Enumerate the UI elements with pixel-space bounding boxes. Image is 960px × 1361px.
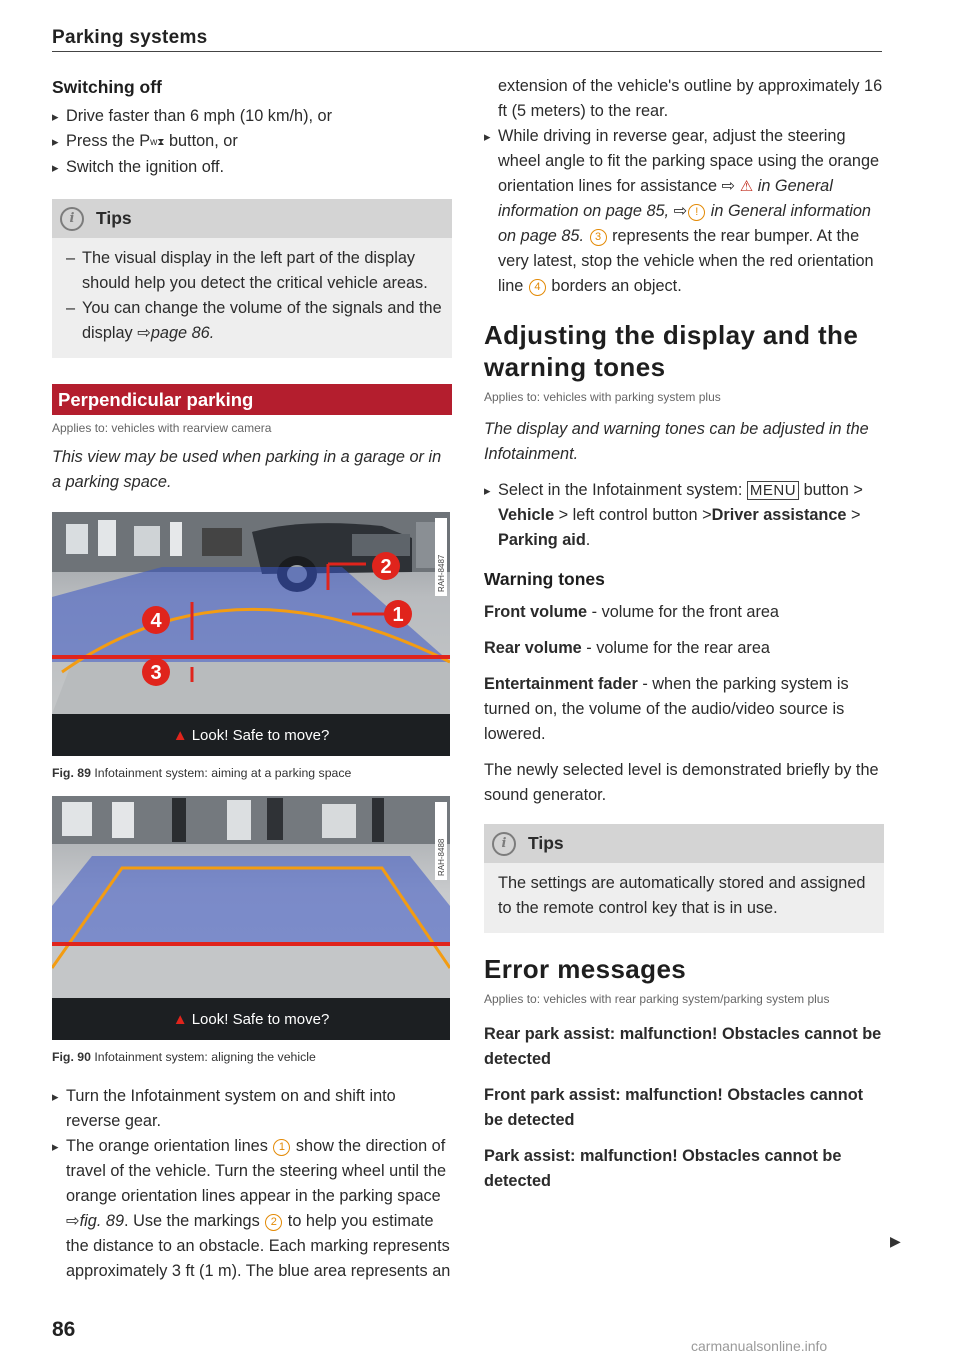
marker-2 (372, 552, 400, 580)
text: Select in the Infotainment system: (498, 481, 747, 499)
figure-90-caption (52, 1048, 452, 1066)
text: While driving in reverse gear, adjust the steering wheel angle to fit the parking space using the orange orientation lines for assistance (498, 127, 880, 195)
rear-volume-desc (484, 636, 884, 661)
step-select-menu (484, 478, 884, 553)
arrow-right-icon: ⇨ (721, 177, 736, 195)
marker-3 (142, 658, 170, 686)
right-column (484, 74, 884, 1194)
error-message-1: Rear park assist: malfunction! Obstacles cannot be detected (484, 1025, 882, 1068)
warning-triangle-icon: ▲ (172, 727, 192, 744)
figure-code: RAH-8488 (437, 838, 446, 876)
marker-1-label: 1 (392, 604, 404, 626)
tips-header (484, 824, 884, 863)
marker-1-ref: 1 (273, 1139, 290, 1156)
label: Entertainment fader (484, 675, 638, 693)
ref-link[interactable]: in General information on page 85, (498, 177, 833, 220)
text: The orange orientation lines (66, 1137, 273, 1155)
marker-4-ref: 4 (529, 279, 546, 296)
tip-text: You can change the volume of the signals and the display (82, 299, 442, 342)
tip-text: The settings are automatically stored and assigned to the remote control key that is in use. (498, 874, 866, 917)
text: > (846, 506, 861, 524)
camera-banner (173, 1011, 330, 1028)
tips-body (52, 238, 452, 358)
arrow-right-icon: ⇨ (66, 1212, 80, 1230)
tips-body (484, 863, 884, 933)
step-2-suffix: button, or (164, 132, 238, 150)
fig-label: Fig. 89 (52, 766, 91, 780)
tips-title: Tips (528, 833, 564, 853)
banner-text: Look! Safe to move? (191, 727, 330, 744)
arrow-right-icon: ⇨ (673, 202, 688, 220)
arrow-right-icon: ⇨ (137, 324, 151, 342)
fig-caption-text: Infotainment system: aiming at a parking space (94, 766, 352, 780)
page-number: 86 (52, 1318, 76, 1341)
step-2-text: Press the P (66, 132, 151, 150)
menu-driver-assistance: Driver assistance (711, 506, 847, 524)
switching-off-heading: Switching off (52, 77, 162, 97)
text: - volume for the rear area (581, 639, 770, 657)
rearview-camera-image-89 (52, 512, 450, 756)
figure-89 (52, 512, 450, 756)
label: Front volume (484, 603, 588, 621)
text: represents the rear bumper. At the very latest, stop the vehicle when the red orientation line (498, 227, 874, 295)
figure-code: RAH-8487 (437, 554, 446, 592)
text: show the direction of travel of the vehicle. Turn the steering wheel until the orange orientation lines appear in the parking space (66, 1137, 447, 1205)
switch-off-step-2 (52, 129, 452, 155)
park-assist-button-icon: w⧗ (150, 137, 165, 148)
warning-triangle-icon: ⚠ (739, 178, 754, 195)
warning-tones-heading: Warning tones (484, 569, 605, 589)
lead-text: The display and warning tones can be adjusted in the Infotainment. (484, 420, 869, 463)
caution-circle-icon: ! (688, 204, 705, 221)
front-volume-desc (484, 600, 884, 625)
info-circle-icon: i (492, 832, 516, 856)
tips-title: Tips (96, 208, 132, 228)
banner-text: Look! Safe to move? (191, 1011, 330, 1028)
text: - volume for the front area (587, 603, 779, 621)
tip-item (60, 296, 444, 346)
tip-item: – The visual display in the left part of the display should help you detect the critical vehicle areas. (60, 246, 444, 296)
menu-key: MENU (747, 481, 799, 500)
menu-vehicle: Vehicle (498, 506, 555, 524)
marker-3-ref: 3 (590, 229, 607, 246)
perpendicular-parking-heading: Perpendicular parking (52, 384, 452, 415)
page-ref-link[interactable]: page 86. (150, 324, 215, 342)
text: to help you estimate the distance to an obstacle. Each marking represents approximately 3 ft (1 m). The blue area represents an (66, 1212, 451, 1280)
menu-parking-aid: Parking aid (498, 531, 586, 549)
header-rule (52, 51, 882, 52)
error-message-2: Front park assist: malfunction! Obstacles cannot be detected (484, 1086, 864, 1129)
tips-header (52, 199, 452, 238)
applies-to: Applies to: vehicles with rear parking system/parking system plus (484, 992, 830, 1006)
figure-89-caption (52, 764, 452, 782)
switch-off-step-1: ▸ Drive faster than 6 mph (10 km/h), or (52, 104, 452, 129)
text: . (585, 531, 591, 549)
info-circle-icon: i (60, 207, 84, 231)
step-orientation-lines (52, 1134, 452, 1284)
lead-text: This view may be used when parking in a garage or in a parking space. (52, 448, 442, 491)
applies-to: Applies to: vehicles with parking system plus (484, 390, 721, 404)
left-column (52, 74, 452, 1284)
rearview-camera-image-90 (52, 796, 450, 1040)
text: button > (799, 481, 863, 499)
text: - when the parking system is turned on, the volume of the audio/video source is lowered. (484, 675, 849, 743)
step-reverse-steer (484, 124, 884, 299)
newly-selected-text: The newly selected level is demonstrated briefly by the sound generator. (484, 761, 879, 804)
section-title: Parking systems (52, 27, 208, 48)
continue-arrow-icon: ▶ (890, 1233, 901, 1249)
entertainment-fader-desc (484, 672, 884, 747)
marker-2-ref: 2 (265, 1214, 282, 1231)
fig-label: Fig. 90 (52, 1050, 91, 1064)
tips-box-2 (484, 824, 884, 933)
figure-90 (52, 796, 450, 1040)
tips-box-1 (52, 199, 452, 358)
label: Rear volume (484, 639, 582, 657)
text: borders an object. (546, 277, 682, 295)
camera-banner (173, 727, 330, 744)
marker-1 (384, 600, 412, 628)
text: . Use the markings (124, 1212, 265, 1230)
step-turn-on: ▸ Turn the Infotainment system on and shift into reverse gear. (52, 1084, 452, 1134)
marker-4-label: 4 (150, 610, 162, 632)
error-messages-heading: Error messages (484, 954, 687, 984)
switch-off-step-3: ▸ Switch the ignition off. (52, 155, 452, 180)
adjusting-heading: Adjusting the display and the warning tones (484, 320, 859, 382)
watermark: carmanualsonline.info (691, 1338, 828, 1354)
warning-triangle-icon: ▲ (172, 1011, 192, 1028)
fig-ref-link[interactable]: fig. 89 (79, 1212, 125, 1230)
applies-to: Applies to: vehicles with rearview camera (52, 421, 272, 435)
continued-text: extension of the vehicle's outline by approximately 16 ft (5 meters) to the rear. (498, 77, 883, 120)
marker-4 (142, 606, 170, 634)
marker-2-label: 2 (380, 556, 392, 578)
ref-link[interactable]: in General information on page 85. (498, 202, 871, 245)
error-message-3: Park assist: malfunction! Obstacles cannot be detected (484, 1147, 842, 1190)
text: > left control button > (554, 506, 712, 524)
fig-caption-text: Infotainment system: aligning the vehicle (94, 1050, 316, 1064)
marker-3-label: 3 (150, 662, 162, 684)
